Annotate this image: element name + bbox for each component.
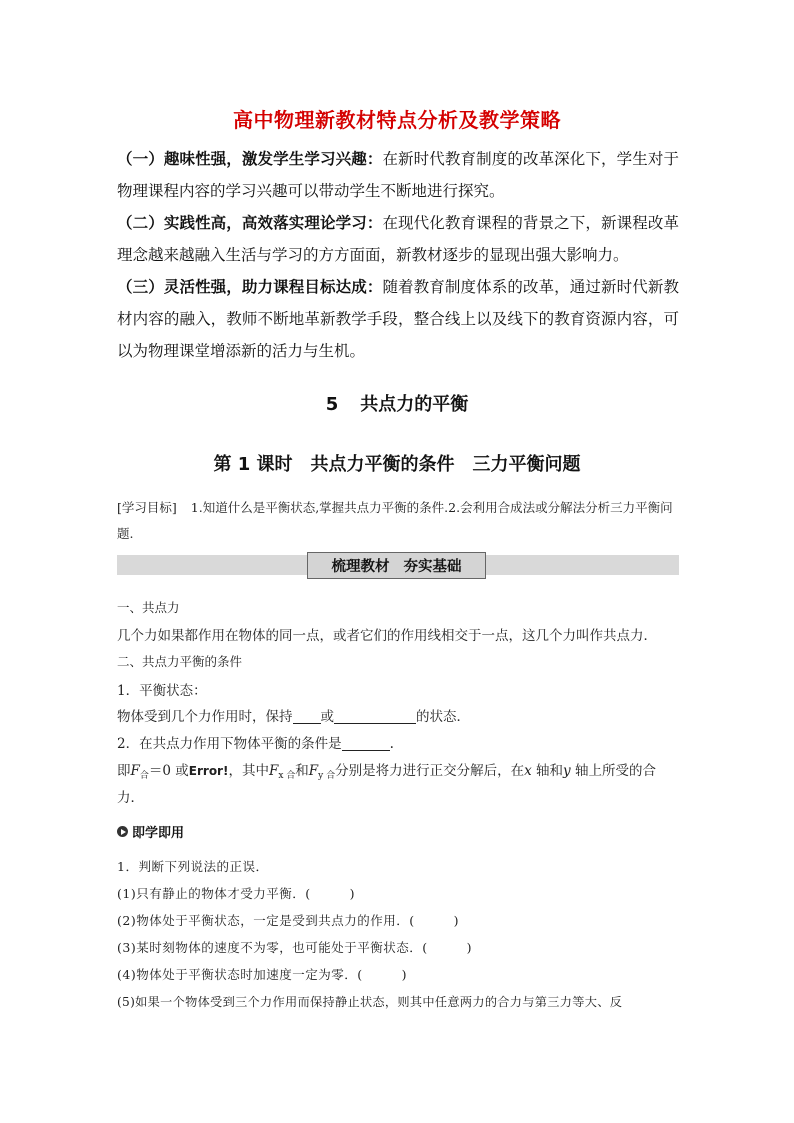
- learning-goals: [117, 495, 679, 547]
- condition-formula-line: [117, 759, 679, 781]
- practice-item-2: (2)物体处于平衡状态，一定是受到共点力的作用．( ): [117, 913, 459, 928]
- section-heading: [0, 390, 794, 416]
- practice-item-4: (4)物体处于平衡状态时加速度一定为零．( ): [117, 967, 407, 982]
- fill-blank-2[interactable]: [334, 709, 416, 724]
- document-title: 高中物理新教材特点分析及教学策略: [233, 108, 561, 132]
- item-equilibrium-condition: [117, 732, 679, 752]
- section-banner: [307, 552, 486, 579]
- formula-text-c: 分别是将力进行正交分解后，在: [335, 763, 525, 779]
- item-equilibrium-state: 1．平衡状态：: [117, 683, 207, 699]
- intro-paragraph-1: [117, 143, 679, 207]
- banner-left-label: 梳理教材: [331, 559, 390, 575]
- state-text-or: 或: [320, 709, 334, 725]
- condition-formula-line-2: 力．: [117, 790, 144, 806]
- formula-error: Error!: [188, 764, 229, 778]
- learning-goals-text: 1.知道什么是平衡状态,掌握共点力平衡的条件.2.会利用合成法或分解法分析三力平衡问题.: [117, 500, 673, 541]
- lesson-number: 第 1 课时: [213, 454, 293, 475]
- subheading-concurrent-forces: 一、共点力: [117, 600, 180, 615]
- intro-heading: （一）趣味性强，激发学生学习兴趣：: [117, 150, 383, 168]
- practice-item-5: (5)如果一个物体受到三个力作用而保持静止状态，则其中任意两力的合力与第三力等大、反: [117, 995, 623, 1009]
- state-text-a: 物体受到几个力作用时，保持: [117, 709, 293, 725]
- state-text-b: 的状态．: [416, 709, 470, 725]
- formula-f-sub: 合: [139, 771, 149, 781]
- formula-fx-sub: x 合: [278, 771, 296, 781]
- section-title: 共点力的平衡: [360, 394, 469, 415]
- practice-question-heading: 1．判断下列说法的正误．: [117, 859, 269, 874]
- practice-item-3: (3)某时刻物体的速度不为零，也可能处于平衡状态．( ): [117, 940, 472, 955]
- formula-and: 和: [295, 763, 309, 779]
- condition-text: 2．在共点力作用下物体平衡的条件是: [117, 736, 342, 752]
- formula-text-b: ，其中: [228, 763, 269, 779]
- lesson-heading: [0, 450, 794, 476]
- formula-eq: ＝0 或: [148, 763, 189, 779]
- intro-paragraph-3: [117, 271, 679, 367]
- practice-title: 即学即用: [132, 826, 185, 841]
- formula-text-a: 即: [117, 763, 131, 779]
- formula-fy-sub: y 合: [318, 771, 336, 781]
- intro-heading: （二）实践性高，高效落实理论学习：: [117, 214, 383, 232]
- intro-text: 在新时代教育制度的改革深化下，学生对于物理课程内容的学习兴趣可以带动学生不断地进行探究。: [117, 150, 679, 200]
- intro-text: 在现代化教育课程的背景之下，新课程改革理念越来越融入生活与学习的方方面面，新教材逐步的显现出强大影响力。: [117, 214, 679, 264]
- state-sentence: [117, 705, 679, 725]
- formula-y: y: [563, 763, 571, 779]
- lesson-title-1: 共点力平衡的条件: [310, 454, 455, 475]
- formula-fy: F: [308, 763, 319, 779]
- formula-f: F: [130, 763, 140, 779]
- formula-x: x: [524, 763, 532, 779]
- subheading-equilibrium-condition: 二、共点力平衡的条件: [117, 654, 243, 669]
- fill-blank-3[interactable]: [342, 736, 390, 751]
- condition-end: .: [389, 736, 394, 752]
- intro-text: 随着教育制度体系的改革，通过新时代新教材内容的融入，教师不断地革新教学手段，整合线上以及线下的教育资源内容，可以为物理课堂增添新的活力与生机。: [117, 278, 679, 360]
- formula-axis-and: 轴和: [531, 763, 564, 779]
- formula-text-d: 轴上所受的合: [570, 763, 656, 779]
- lesson-title-2: 三力平衡问题: [472, 454, 581, 475]
- banner-right-label: 夯实基础: [403, 559, 462, 575]
- fill-blank-1[interactable]: [293, 709, 321, 724]
- intro-heading: （三）灵活性强，助力课程目标达成：: [117, 278, 383, 296]
- practice-heading: [117, 822, 184, 841]
- formula-fx: F: [268, 763, 279, 779]
- intro-paragraph-2: [117, 207, 679, 271]
- play-circle-icon: [117, 826, 128, 837]
- practice-item-1: (1)只有静止的物体才受力平衡．( ): [117, 886, 355, 901]
- definition-text: 几个力如果都作用在物体的同一点，或者它们的作用线相交于一点，这几个力叫作共点力．: [117, 628, 657, 644]
- section-number: 5: [325, 394, 339, 415]
- learning-goals-tag: [学习目标]: [117, 500, 177, 515]
